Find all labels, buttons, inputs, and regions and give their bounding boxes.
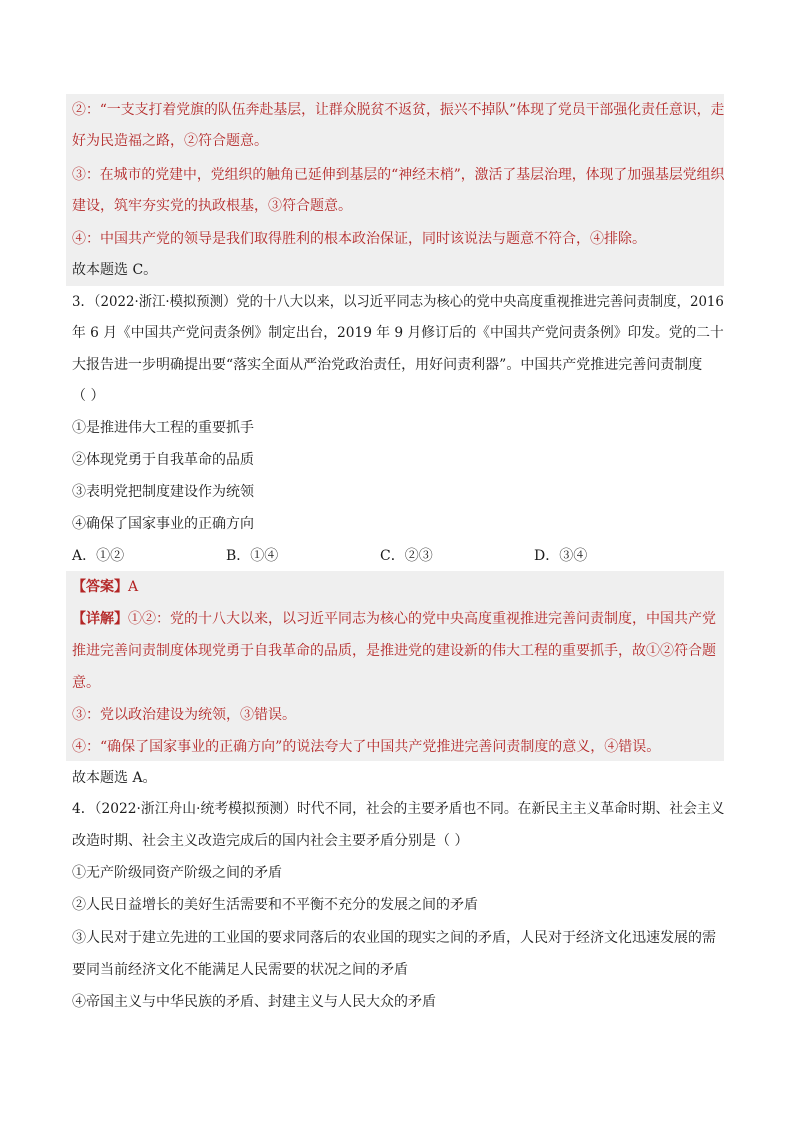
q4-statement-1: ①无产阶级同资产阶级之间的矛盾 xyxy=(72,865,282,881)
q3-stem-line-3: 大报告进一步明确提出要“落实全面从严治党政治责任，用好问责利器”。中国共产党推进完善问责制度 xyxy=(72,357,703,373)
q4-statement-2: ②人民日益增长的美好生活需要和不平衡不充分的发展之间的矛盾 xyxy=(72,897,478,913)
q3-statement-1: ①是推进伟大工程的重要抓手 xyxy=(72,420,254,436)
q4-statement-3-line-1: ③人民对于建立先进的工业国的要求同落后的农业国的现实之间的矛盾，人民对于经济文化迅速发展的需 xyxy=(72,930,716,946)
q3-option-b: B．①④ xyxy=(226,548,279,564)
q4-statement-3-line-2: 要同当前经济文化不能满足人民需要的状况之间的矛盾 xyxy=(72,962,408,978)
q3-option-d: D．③④ xyxy=(534,548,588,564)
prev-answer-line-1: ②：“一支支打着党旗的队伍奔赴基层，让群众脱贫不返贫，振兴不掉队”体现了党员干部强化责任意识，走 xyxy=(72,102,725,118)
q4-stem-line-2: 改造时期、社会主义改造完成后的国内社会主要矛盾分别是（ ） xyxy=(72,833,469,849)
q4-statement-4: ④帝国主义与中华民族的矛盾、封建主义与人民大众的矛盾 xyxy=(72,994,436,1010)
detail-label: 【详解】 xyxy=(72,611,128,627)
prev-answer-conclusion: 故本题选 C。 xyxy=(72,262,158,278)
q3-reason-3: ③：党以政治建设为统领，③错误。 xyxy=(72,707,296,723)
prev-answer-line-4: 建设，筑牢夯实党的执政根基，③符合题意。 xyxy=(72,198,352,214)
q3-detail-line-2: 推进完善问责制度体现党勇于自我革命的品质，是推进党的建设新的伟大工程的重要抓手，故①②符合题 xyxy=(72,643,716,659)
q3-stem-line-4: （ ） xyxy=(72,388,105,404)
q3-statement-3: ③表明党把制度建设作为统领 xyxy=(72,484,254,500)
q3-stem-line-2: 年 6 月《中国共产党问责条例》制定出台，2019 年 9 月修订后的《中国共产党问责条例》印发。党的二十 xyxy=(72,325,724,341)
q3-options xyxy=(72,547,724,565)
answer-value: A xyxy=(128,579,139,595)
q3-answer xyxy=(72,578,724,596)
q3-statement-2: ②体现党勇于自我革命的品质 xyxy=(72,452,254,468)
q3-option-a: A．①② xyxy=(72,548,125,564)
q3-detail-line-1 xyxy=(72,610,724,628)
prev-answer-line-2: 好为民造福之路，②符合题意。 xyxy=(72,133,268,149)
q3-answer-block xyxy=(66,571,724,761)
prev-answer-line-5: ④：中国共产党的领导是我们取得胜利的根本政治保证，同时该说法与题意不符合，④排除。 xyxy=(72,231,646,247)
detail-text-1: ①②：党的十八大以来，以习近平同志为核心的党中央高度重视推进完善问责制度，中国共产党 xyxy=(128,611,716,627)
q3-conclusion: 故本题选 A。 xyxy=(72,770,157,786)
prev-answer-line-3: ③：在城市的党建中，党组织的触角已延伸到基层的“神经末梢”，激活了基层治理，体现了加强基层党组织 xyxy=(72,167,725,183)
answer-label: 【答案】 xyxy=(72,579,128,595)
q3-detail-line-3: 意。 xyxy=(72,675,100,691)
q3-reason-4: ④：“确保了国家事业的正确方向”的说法夸大了中国共产党推进完善问责制度的意义，④错误。 xyxy=(72,739,661,755)
q4-stem-line-1: 4．（2022·浙江舟山·统考模拟预测）时代不同，社会的主要矛盾也不同。在新民主主义革命时期、社会主义 xyxy=(72,801,725,817)
prev-answer-block xyxy=(66,94,724,286)
q3-stem-line-1: 3．（2022·浙江·模拟预测）党的十八大以来，以习近平同志为核心的党中央高度重视推进完善问责制度，2016 xyxy=(72,294,724,310)
q3-option-c: C．②③ xyxy=(380,548,433,564)
q3-statement-4: ④确保了国家事业的正确方向 xyxy=(72,516,254,532)
